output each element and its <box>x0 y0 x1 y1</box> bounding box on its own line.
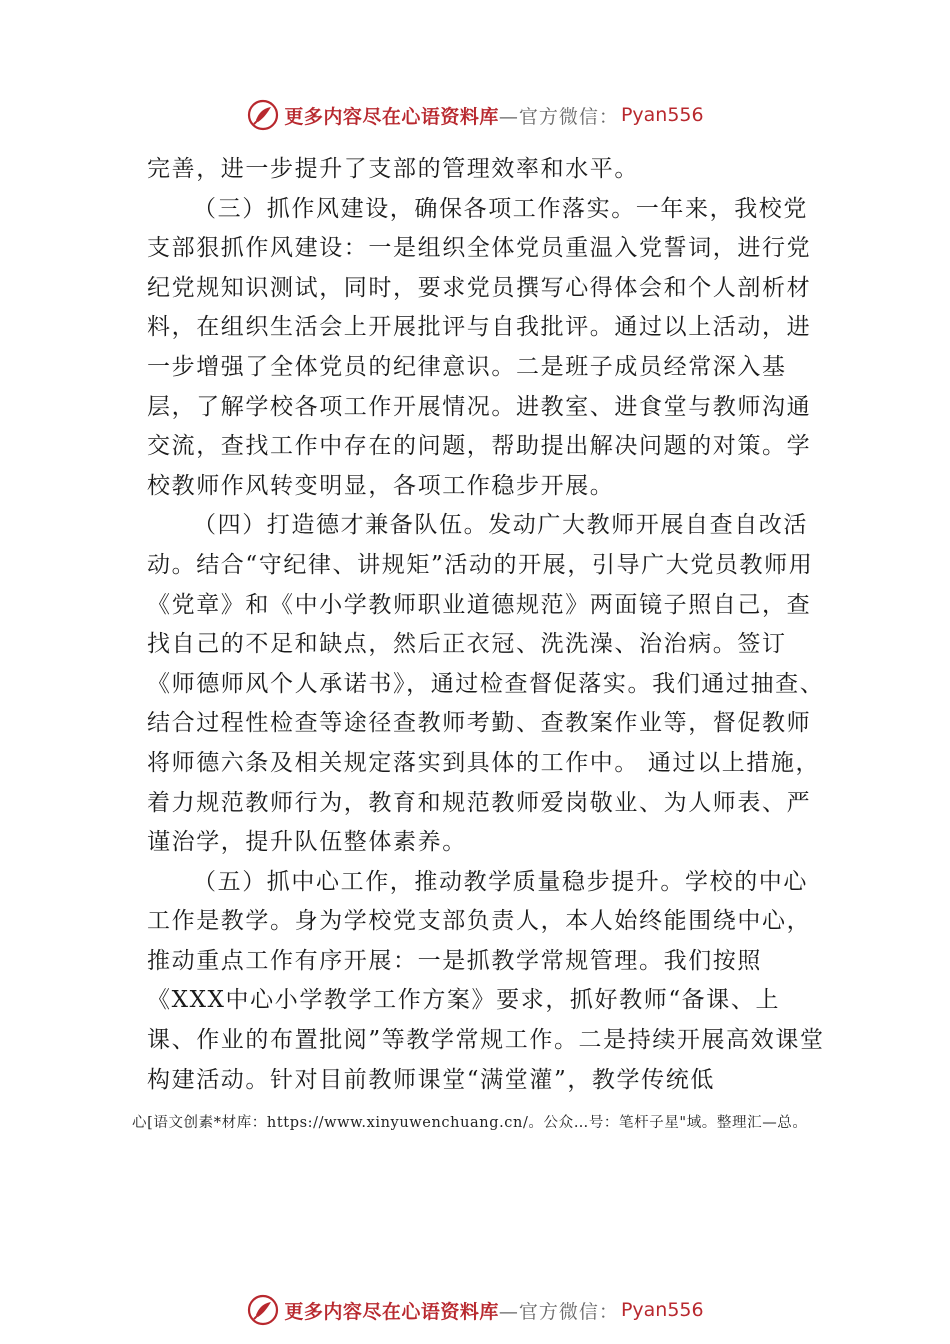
seal-logo-icon <box>246 98 280 132</box>
paragraph-section-4: （四）打造德才兼备队伍。发动广大教师开展自查自改活动。结合“守纪律、讲规矩”活动的开展，引导广大党员教师用《党章》和《中小学教师职业道德规范》两面镜子照自己，查找自己的不足和缺点，然后正衣冠、洗洗澡、治治病。签订《师德师风个人承诺书》，通过检查督促落实。我们通过抽查、结合过程性检查等途径查教师考勤、查教案作业等，督促教师将师德六条及相关规定落实到具体的工作中。 通过以上措施，着力规范教师行为，教育和规范教师爱岗敬业、为人师表、严谨治学，提升队伍整体素养。 <box>147 512 825 856</box>
document-body <box>147 150 827 1100</box>
header-watermark <box>0 95 950 135</box>
watermark-wechat-id: Pyan556 <box>620 104 704 126</box>
seal-logo-icon <box>246 1293 280 1327</box>
source-note: 心[语文创素*材库：https://www.xinyuwenchuang.cn/。公众…号：笔杆子星"域。整理汇—总。 <box>132 1115 808 1131</box>
paragraph-section-3: （三）抓作风建设，确保各项工作落实。一年来，我校党支部狠抓作风建设：一是组织全体党员重温入党誓词，进行党纪党规知识测试，同时，要求党员撰写心得体会和个人剖析材料，在组织生活会上开展批评与自我批评。通过以上活动，进一步增强了全体党员的纪律意识。二是班子成员经常深入基层，了解学校各项工作开展情况。进教室、进食堂与教师沟通交流，查找工作中存在的问题，帮助提出解决问题的对策。学校教师作风转变明显，各项工作稳步开展。 <box>147 195 812 499</box>
footer-watermark <box>0 1290 950 1330</box>
watermark-wechat-label: —官方微信： <box>498 105 619 128</box>
watermark-brand-text: 更多内容尽在心语资料库 <box>284 1300 499 1323</box>
paragraph-section-5: （五）抓中心工作，推动教学质量稳步提升。学校的中心工作是教学。身为学校党支部负责人，本人始终能围绕中心，推动重点工作有序开展：一是抓教学常规管理。我们按照《XXX中心小学教学工作方案》要求，抓好教师“备课、上课、作业的布置批阅”等教学常规工作。二是持续开展高效课堂构建活动。针对目前教师课堂“满堂灌”，教学传统低 <box>147 868 825 1093</box>
paragraph-continuation: 完善，进一步提升了支部的管理效率和水平。 <box>147 156 639 182</box>
watermark-wechat-label: —官方微信： <box>498 1300 619 1323</box>
watermark-brand-text: 更多内容尽在心语资料库 <box>284 105 499 128</box>
watermark-wechat-id: Pyan556 <box>620 1299 704 1321</box>
